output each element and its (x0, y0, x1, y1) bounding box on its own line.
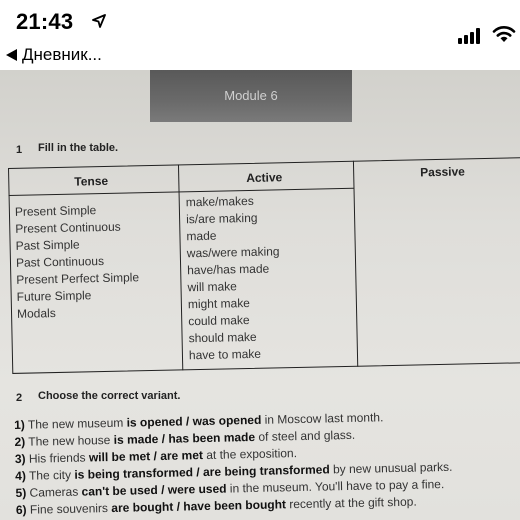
sentence-tail: in Moscow last month. (261, 410, 384, 427)
tense-column (15, 201, 140, 323)
tense-table (8, 157, 520, 374)
sentence-separator: / (157, 482, 168, 498)
sentence-number: 1) (14, 417, 25, 432)
sentence-tail: recently at the gift shop. (285, 494, 417, 512)
tense-cell: Present Simple (14, 203, 97, 219)
sentence-number: 3) (14, 451, 26, 466)
active-cell: have/has made (187, 261, 270, 278)
module-title: Module 6 (224, 88, 278, 103)
sentence-separator: / (173, 499, 184, 514)
location-arrow-icon (92, 14, 106, 28)
sentence-option-2: was opened (192, 412, 262, 429)
active-cell: make/makes (185, 193, 254, 210)
sentence-option-2: has been made (168, 429, 256, 446)
status-time: 21:43 (16, 9, 74, 34)
sentence-option-2: have been bought (183, 497, 287, 514)
sentence-tail: of steel and glass. (254, 427, 356, 444)
sentence-lead: Fine souvenirs (29, 501, 109, 517)
tense-cell: Past Simple (15, 237, 80, 253)
sentence-tail: by new unusual parks. (329, 459, 453, 477)
sentence-item (14, 428, 355, 449)
active-cell: should make (188, 329, 257, 346)
active-cell: made (186, 228, 217, 244)
sentence-separator: / (192, 465, 204, 480)
status-bar (0, 0, 520, 44)
sentence-tail: in the museum. You'll have to pay a fine. (226, 477, 445, 496)
sentence-option-2: are being transformed (202, 462, 330, 480)
active-cell: is/are making (185, 210, 258, 227)
tense-cell: Past Continuous (15, 254, 105, 270)
active-cell: could make (188, 312, 250, 329)
sentence-separator: / (150, 448, 161, 464)
module-banner (150, 70, 352, 122)
worksheet-photo (0, 70, 520, 520)
sentence-option-2: are met (160, 448, 204, 463)
exercise2-number: 2 (16, 392, 23, 404)
sentence-option-1: is opened (126, 414, 183, 430)
table-header-passive: Passive (420, 164, 466, 180)
tense-cell: Present Continuous (15, 219, 121, 236)
tense-cell: Modals (16, 306, 56, 321)
table-header-tense: Tense (74, 173, 109, 189)
sentence-number: 5) (15, 485, 27, 500)
back-triangle-icon[interactable] (6, 49, 17, 61)
sentence-lead: The city (28, 467, 72, 483)
sentence-number: 4) (15, 468, 27, 483)
tense-cell: Present Perfect Simple (16, 270, 140, 287)
sentence-tail: at the exposition. (202, 446, 298, 463)
sentence-option-1: will be met (88, 449, 151, 465)
sentence-lead: The new house (28, 432, 111, 449)
sentence-lead: The new museum (27, 415, 124, 432)
active-cell: will make (187, 279, 238, 295)
sentence-number: 6) (15, 502, 27, 517)
exercise1-number: 1 (16, 144, 23, 156)
sentence-lead: Cameras (29, 484, 79, 500)
sentence-option-1: can't be used (81, 483, 158, 499)
tense-cell: Future Simple (16, 288, 92, 304)
sentence-number: 2) (14, 434, 26, 449)
sentence-option-1: is being transformed (74, 465, 194, 482)
wifi-icon (492, 25, 516, 43)
active-column (186, 192, 282, 364)
sentence-lead: His friends (28, 450, 86, 466)
sentence-option-1: is made (113, 431, 159, 447)
back-button-label[interactable]: Дневник... (22, 45, 102, 64)
sentence-option-2: were used (167, 481, 227, 497)
sentence-separator: / (158, 431, 169, 446)
back-navigation[interactable] (0, 44, 520, 68)
active-cell: have to make (188, 346, 262, 363)
table-header-active: Active (246, 170, 283, 186)
sentence-option-1: are bought (111, 499, 174, 515)
exercise2-title: Choose the correct variant. (38, 390, 181, 402)
signal-bars-icon (458, 28, 486, 44)
exercise1-title: Fill in the table. (38, 142, 119, 154)
active-cell: was/were making (186, 244, 280, 261)
sentence-separator: / (182, 414, 193, 429)
active-cell: might make (187, 295, 251, 312)
